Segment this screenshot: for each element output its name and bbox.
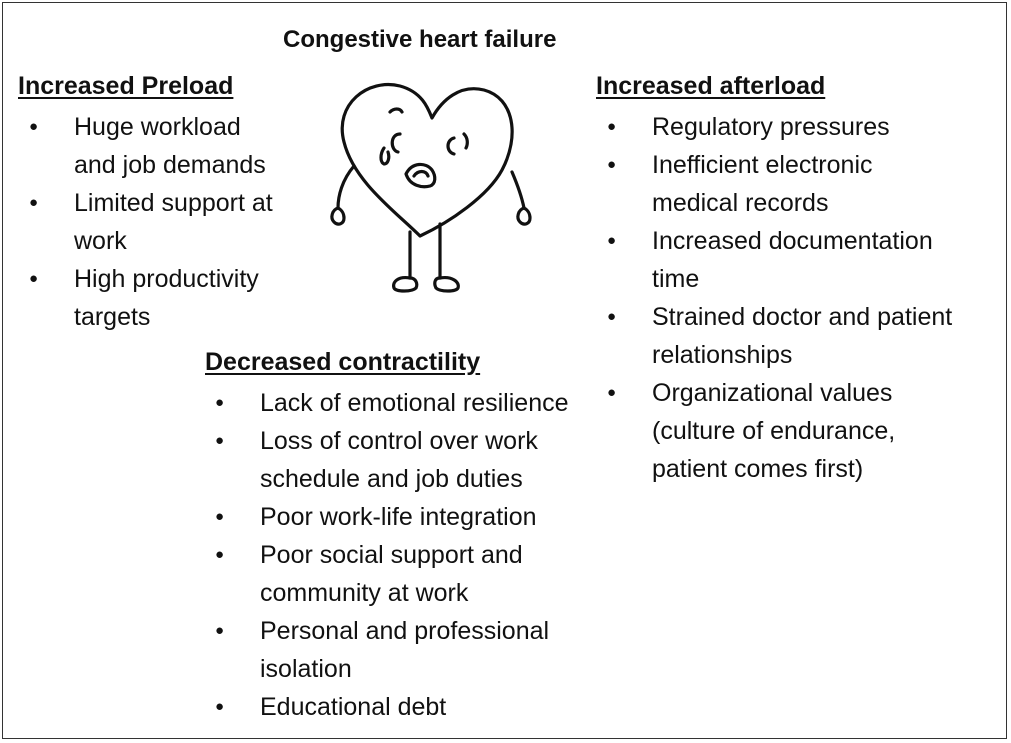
list-item [18, 260, 273, 336]
left-brow [390, 109, 402, 112]
heart-outline [342, 85, 512, 236]
preload-heading: Increased Preload [18, 72, 234, 100]
right-foot [435, 278, 459, 291]
contractility-heading: Decreased contractility [205, 348, 481, 376]
item-line: community at work [260, 579, 469, 607]
list-item [204, 384, 569, 422]
item-line: Educational debt [260, 693, 447, 721]
list-item [204, 422, 569, 498]
item-line: relationships [652, 341, 793, 369]
diagram-title: Congestive heart failure [283, 26, 557, 53]
contractility-list [204, 384, 569, 726]
item-line: Poor social support and [260, 541, 523, 569]
list-item [596, 146, 952, 222]
left-foot [394, 278, 417, 291]
item-line: Lack of emotional resilience [260, 389, 569, 417]
list-item [596, 108, 952, 146]
item-line: Regulatory pressures [652, 113, 890, 141]
item-line: targets [74, 303, 151, 331]
tear [381, 148, 389, 164]
list-item [204, 688, 569, 726]
item-line: Inefficient electronic [652, 151, 873, 179]
crying-heart-icon [322, 64, 552, 296]
mouth-inner [414, 172, 428, 177]
item-line: Personal and professional [260, 617, 550, 645]
afterload-list [596, 108, 952, 488]
list-item [18, 184, 273, 260]
list-item [596, 298, 952, 374]
right-arm [512, 172, 524, 208]
item-line: Limited support at [74, 189, 273, 217]
left-eye [392, 134, 400, 152]
right-brow [464, 134, 467, 148]
item-line: and job demands [74, 151, 266, 179]
item-line: Increased documentation [652, 227, 933, 255]
item-line: time [652, 265, 700, 293]
item-line: High productivity [74, 265, 259, 293]
list-item [18, 108, 273, 184]
left-arm [338, 166, 354, 208]
item-line: Strained doctor and patient [652, 303, 953, 331]
item-line: Loss of control over work [260, 427, 538, 455]
item-line: (culture of endurance, [652, 417, 896, 445]
preload-list [18, 108, 273, 336]
item-line: schedule and job duties [260, 465, 523, 493]
right-eye [448, 138, 454, 154]
afterload-heading: Increased afterload [596, 72, 826, 100]
list-item [204, 612, 569, 688]
item-line: Poor work-life integration [260, 503, 537, 531]
item-line: Huge workload [74, 113, 241, 141]
list-item [204, 536, 569, 612]
item-line: isolation [260, 655, 352, 683]
list-item [596, 374, 952, 488]
list-item [596, 222, 952, 298]
item-line: work [74, 227, 127, 255]
item-line: patient comes first) [652, 455, 864, 483]
item-line: Organizational values [652, 379, 893, 407]
mouth [406, 164, 435, 186]
item-line: medical records [652, 189, 829, 217]
right-hand [518, 208, 530, 224]
left-hand [332, 208, 344, 224]
list-item [204, 498, 569, 536]
